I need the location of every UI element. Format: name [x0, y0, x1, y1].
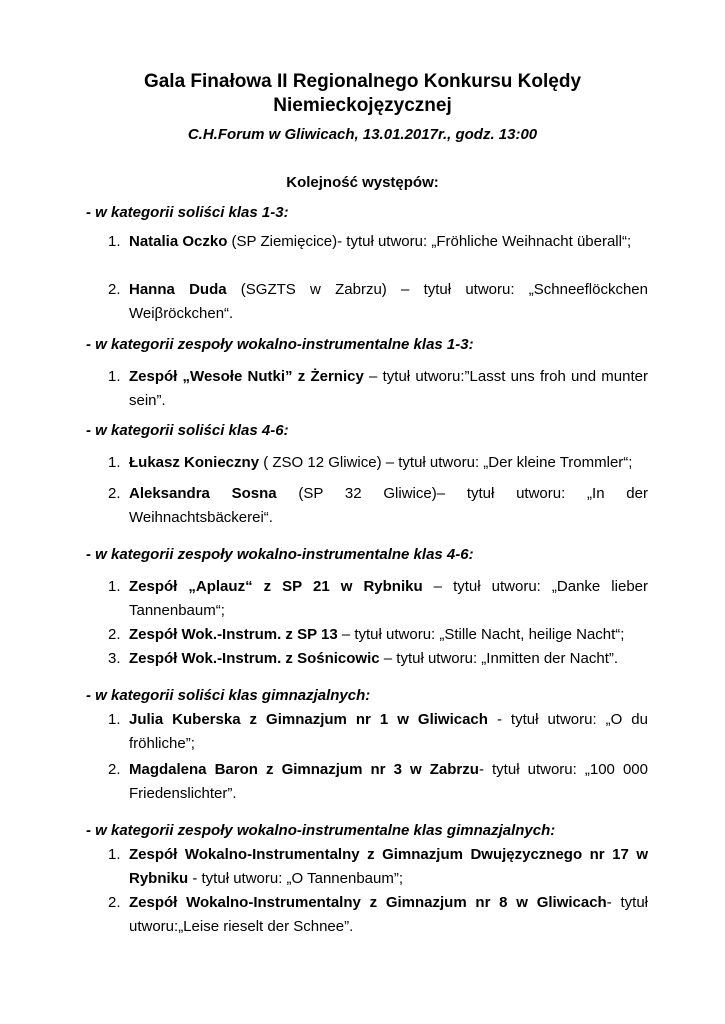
item-details: – tytuł utworu: „Inmitten der Nacht”.: [379, 650, 619, 667]
category-heading: - w kategorii zespoły wokalno-instrumentalne klas gimnazjalnych:: [86, 822, 556, 839]
item-number: 1.: [108, 368, 121, 385]
item-details: - tytuł utworu: „100 000 Friedenslichter”.: [129, 761, 648, 802]
list-item: [108, 365, 648, 413]
event-details: C.H.Forum w Gliwicach, 13.01.2017r., godz. 13:00: [187, 126, 538, 143]
item-number: 2.: [108, 626, 121, 643]
item-number: 1.: [108, 711, 121, 728]
performer-name: Zespół Wok.-Instrum. z SP 13: [129, 626, 338, 643]
item-details: (SP 32 Gliwice)– tytuł utworu: „In der Weihnachtsbäckerei“.: [129, 485, 648, 526]
performer-name: Magdalena Baron z Gimnazjum nr 3 w Zabrzu: [129, 761, 479, 778]
item-number: 2.: [108, 761, 121, 778]
item-number: 2.: [108, 281, 121, 298]
list-item: [108, 647, 648, 671]
category-heading: - w kategorii soliści klas 1-3:: [86, 204, 289, 221]
document-title: [0, 70, 725, 118]
category-heading: - w kategorii zespoły wokalno-instrumentalne klas 1-3:: [86, 336, 474, 353]
category-heading: - w kategorii soliści klas 4-6:: [86, 422, 289, 439]
list-item: [108, 623, 648, 647]
list-item: [108, 278, 648, 326]
performer-name: Aleksandra Sosna: [129, 485, 277, 502]
performer-name: Zespół Wokalno-Instrumentalny z Gimnazjum Dwujęzycznego nr 17 w Rybniku: [129, 846, 648, 887]
item-details: - tytuł utworu: „O Tannenbaum”;: [188, 870, 404, 887]
performer-name: Zespół „Aplauz“ z SP 21 w Rybniku: [129, 578, 423, 595]
item-number: 1.: [108, 578, 121, 595]
category-heading: - w kategorii soliści klas gimnazjalnych:: [86, 687, 371, 704]
item-details: – tytuł utworu: „Danke lieber Tannenbaum“;: [129, 578, 648, 619]
order-heading: Kolejność występów:: [286, 174, 439, 191]
list-item: [108, 575, 648, 623]
item-number: 1.: [108, 233, 121, 250]
title-line-2: Niemieckojęzycznej: [273, 95, 452, 116]
item-number: 2.: [108, 485, 121, 502]
list-item: [108, 451, 648, 475]
list-item: [108, 482, 648, 530]
performer-name: Zespół Wokalno-Instrumentalny z Gimnazjum nr 8 w Gliwicach: [129, 894, 607, 911]
item-number: 1.: [108, 454, 121, 471]
list-item: [108, 230, 648, 254]
title-line-1: Gala Finałowa II Regionalnego Konkursu Kolędy: [143, 71, 582, 92]
list-item: [108, 708, 648, 756]
item-number: 2.: [108, 894, 121, 911]
item-number: 1.: [108, 846, 121, 863]
item-details: ( ZSO 12 Gliwice) – tytuł utworu: „Der kleine Trommler“;: [259, 454, 633, 471]
item-details: - tytuł utworu:„Leise rieselt der Schnee”.: [129, 894, 648, 935]
item-details: - tytuł utworu: „O du fröhliche”;: [129, 711, 648, 752]
performer-name: Zespół „Wesołe Nutki” z Żernicy: [129, 368, 364, 385]
list-item: [108, 758, 648, 806]
performer-name: Natalia Oczko: [129, 233, 228, 250]
list-item: [108, 891, 648, 939]
list-item: [108, 843, 648, 891]
performer-name: Julia Kuberska z Gimnazjum nr 1 w Gliwicach: [129, 711, 488, 728]
item-details: – tytuł utworu:”Lasst uns froh und munter sein”.: [129, 368, 648, 409]
performer-name: Zespół Wok.-Instrum. z Sośnicowic: [129, 650, 380, 667]
item-details: (SGZTS w Zabrzu) – tytuł utworu: „Schneeflöckchen Weiβröckchen“.: [129, 281, 648, 322]
performer-name: Hanna Duda: [129, 281, 227, 298]
item-details: – tytuł utworu: „Stille Nacht, heilige Nacht“;: [337, 626, 625, 643]
performer-name: Łukasz Konieczny: [129, 454, 260, 471]
category-heading: - w kategorii zespoły wokalno-instrumentalne klas 4-6:: [86, 546, 474, 563]
item-details: (SP Ziemięcice)- tytuł utworu: „Fröhliche Weihnacht überall“;: [227, 233, 632, 250]
item-number: 3.: [108, 650, 121, 667]
